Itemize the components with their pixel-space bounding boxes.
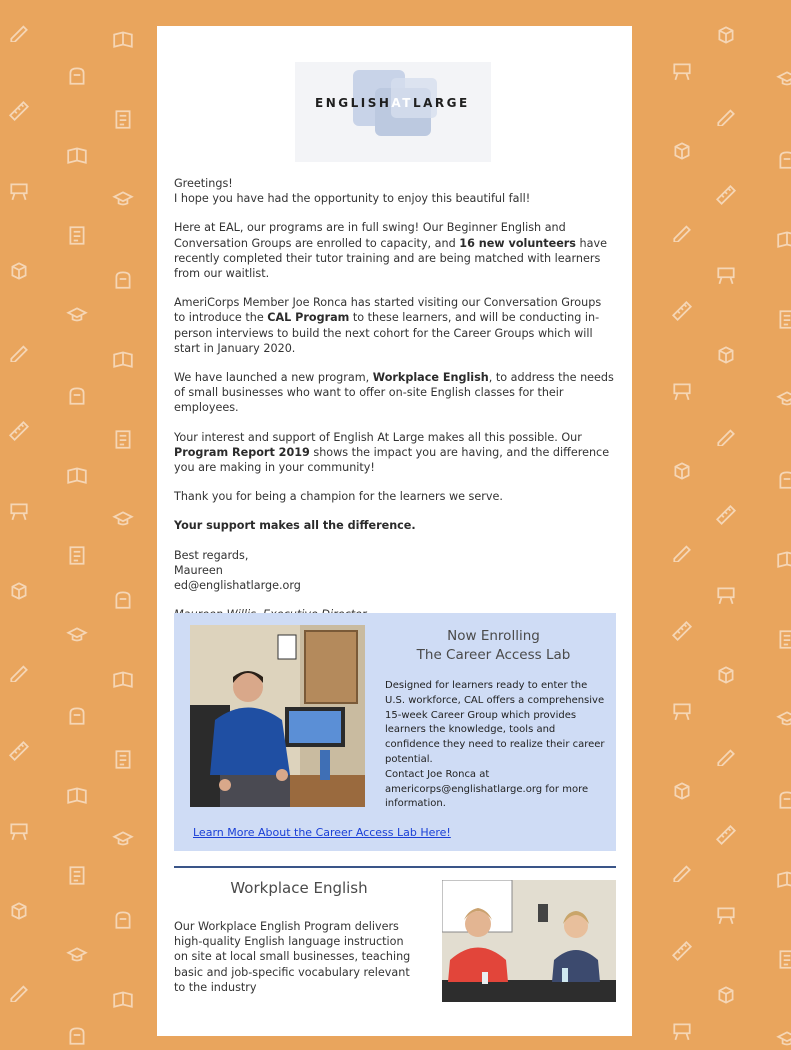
pencil-icon — [8, 980, 30, 1002]
bag-icon — [66, 384, 88, 406]
bag-icon — [776, 788, 791, 810]
cap-icon — [776, 388, 791, 410]
board-icon — [8, 500, 30, 522]
cal-contact-email[interactable]: americorps@englishatlarge.org — [385, 783, 543, 795]
book-icon — [66, 464, 88, 486]
paragraph-support: Your interest and support of English At Large makes all this possible. Our Program Report 2019 shows the impact you are having, and the difference you are making in your community! — [174, 430, 610, 475]
book-icon — [776, 548, 791, 570]
book-icon — [776, 868, 791, 890]
bag-icon — [112, 268, 134, 290]
book-icon — [66, 784, 88, 806]
ruler-icon — [715, 184, 737, 206]
logo — [295, 62, 491, 162]
cal-title: Now Enrolling The Career Access Lab — [416, 628, 571, 663]
cube-icon — [715, 664, 737, 686]
pencil-icon — [671, 220, 693, 242]
cube-icon — [715, 984, 737, 1006]
workplace-photo — [442, 880, 616, 1002]
logo-text: ENGLISHATLARGE — [315, 96, 470, 110]
cap-icon — [66, 304, 88, 326]
abc-icon — [776, 308, 791, 330]
bag-icon — [66, 1024, 88, 1046]
book-icon — [776, 228, 791, 250]
cap-icon — [776, 708, 791, 730]
board-icon — [671, 60, 693, 82]
cube-icon — [8, 580, 30, 602]
cap-icon — [112, 508, 134, 530]
paragraph-programs: Here at EAL, our programs are in full swing! Our Beginner English and Conversation Groups are enrolled to capacity, and 16 new volunteers have recently completed their tutor training and are being matched with learners from our waitlist. — [174, 221, 607, 281]
paragraph-workplace: We have launched a new program, Workplace English, to address the needs of small businesses who want to offer on-site English classes for their employees. — [174, 371, 614, 415]
abc-icon — [112, 748, 134, 770]
abc-icon — [66, 544, 88, 566]
cube-icon — [8, 900, 30, 922]
closing: Best regards, — [174, 548, 249, 562]
board-icon — [715, 584, 737, 606]
ruler-icon — [8, 420, 30, 442]
pencil-icon — [715, 104, 737, 126]
ruler-icon — [671, 620, 693, 642]
program-report-link[interactable]: Program Report 2019 — [174, 445, 310, 459]
board-icon — [715, 904, 737, 926]
abc-icon — [66, 224, 88, 246]
paragraph-support-bold: Your support makes all the difference. — [174, 519, 416, 533]
pencil-icon — [671, 540, 693, 562]
book-icon — [112, 668, 134, 690]
cube-icon — [671, 140, 693, 162]
board-icon — [671, 1020, 693, 1042]
bag-icon — [66, 704, 88, 726]
cap-icon — [66, 944, 88, 966]
cap-icon — [112, 828, 134, 850]
paragraph-thanks: Thank you for being a champion for the learners we serve. — [174, 490, 503, 504]
paragraph-americorps: AmeriCorps Member Joe Ronca has started visiting our Conversation Groups to introduce the CAL Program to these learners, and will be conducting in-person interviews to build the next cohort for the Career Groups which will start in January 2020. — [174, 296, 602, 355]
pencil-icon — [8, 660, 30, 682]
abc-icon — [112, 108, 134, 130]
newsletter-page — [157, 26, 632, 1036]
abc-icon — [112, 428, 134, 450]
abc-icon — [66, 864, 88, 886]
bag-icon — [66, 64, 88, 86]
ruler-icon — [8, 740, 30, 762]
book-icon — [112, 348, 134, 370]
ruler-icon — [715, 504, 737, 526]
cal-learn-more-link[interactable]: Learn More About the Career Access Lab Here! — [193, 826, 451, 839]
bag-icon — [776, 468, 791, 490]
letter-body — [174, 176, 614, 636]
board-icon — [8, 820, 30, 842]
workplace-title: Workplace English — [230, 879, 368, 897]
pencil-icon — [715, 744, 737, 766]
sender-name: Maureen — [174, 563, 223, 577]
pencil-icon — [671, 860, 693, 882]
cube-icon — [671, 460, 693, 482]
bag-icon — [112, 588, 134, 610]
cal-description: Designed for learners ready to enter the U.S. workforce, CAL offers a comprehensive 15-week Career Group which provides learners the knowledge, tools and confidence they need to realize their career potential. Contact Joe Ronca at americorps@englishatlarge.org for more information. — [385, 680, 605, 810]
cube-icon — [8, 260, 30, 282]
intro-line: I hope you have had the opportunity to enjoy this beautiful fall! — [174, 192, 531, 206]
greeting: Greetings! — [174, 177, 233, 190]
cube-icon — [671, 780, 693, 802]
pencil-icon — [8, 20, 30, 42]
ruler-icon — [8, 100, 30, 122]
sender-email[interactable]: ed@englishatlarge.org — [174, 579, 301, 593]
cal-photo — [190, 625, 365, 807]
board-icon — [715, 264, 737, 286]
cap-icon — [776, 1028, 791, 1050]
book-icon — [66, 144, 88, 166]
abc-icon — [776, 628, 791, 650]
cube-icon — [715, 344, 737, 366]
bag-icon — [112, 908, 134, 930]
book-icon — [112, 28, 134, 50]
workplace-description: Our Workplace English Program delivers high-quality English language instruction on site at local small businesses, teaching basic and job-specific vocabulary relevant to the industry — [174, 920, 411, 994]
cap-icon — [776, 68, 791, 90]
bag-icon — [776, 148, 791, 170]
section-divider — [174, 866, 616, 868]
cube-icon — [715, 24, 737, 46]
cal-section — [174, 613, 616, 851]
cap-icon — [66, 624, 88, 646]
board-icon — [671, 700, 693, 722]
ruler-icon — [715, 824, 737, 846]
ruler-icon — [671, 940, 693, 962]
pencil-icon — [8, 340, 30, 362]
ruler-icon — [671, 300, 693, 322]
abc-icon — [776, 948, 791, 970]
cap-icon — [112, 188, 134, 210]
pencil-icon — [715, 424, 737, 446]
board-icon — [671, 380, 693, 402]
book-icon — [112, 988, 134, 1010]
board-icon — [8, 180, 30, 202]
